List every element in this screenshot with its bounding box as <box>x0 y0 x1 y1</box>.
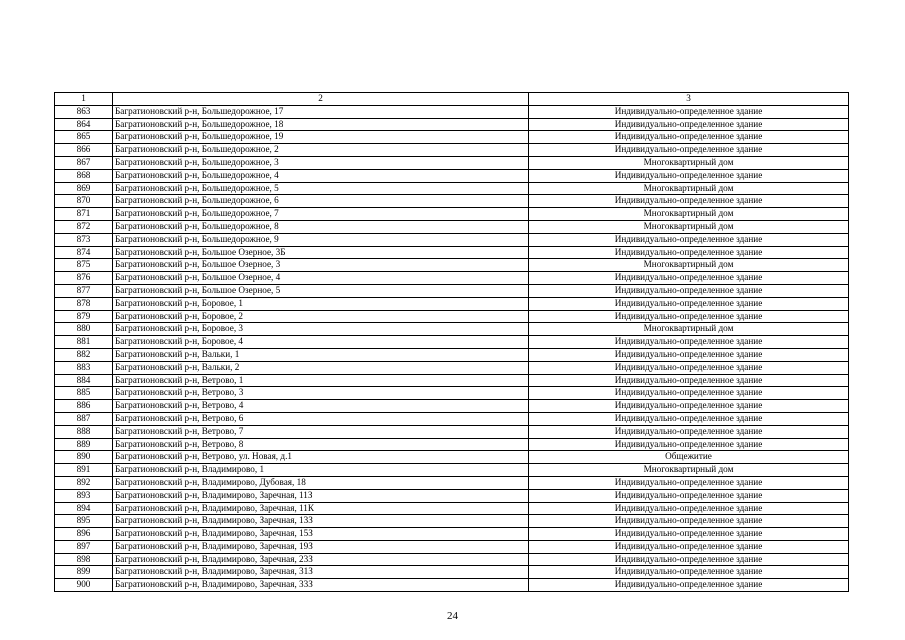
building-type-cell: Индивидуально-определенное здание <box>529 438 849 451</box>
table-row <box>55 528 849 541</box>
building-type-cell: Индивидуально-определенное здание <box>529 361 849 374</box>
building-type-cell: Индивидуально-определенное здание <box>529 476 849 489</box>
address-cell: Багратионовский р-н, Большое Озерное, 4 <box>113 272 529 285</box>
address-cell: Багратионовский р-н, Большедорожное, 4 <box>113 169 529 182</box>
row-number-cell: 898 <box>55 553 113 566</box>
table-row <box>55 579 849 592</box>
row-number-cell: 894 <box>55 502 113 515</box>
building-type-cell: Многоквартирный дом <box>529 220 849 233</box>
table-row <box>55 169 849 182</box>
address-cell: Багратионовский р-н, Большедорожное, 7 <box>113 208 529 221</box>
building-type-cell: Индивидуально-определенное здание <box>529 489 849 502</box>
table-row <box>55 425 849 438</box>
row-number-cell: 893 <box>55 489 113 502</box>
address-cell: Багратионовский р-н, Владимирово, Заречная, 19З <box>113 540 529 553</box>
address-cell: Багратионовский р-н, Боровое, 4 <box>113 336 529 349</box>
row-number-cell: 883 <box>55 361 113 374</box>
table-row <box>55 464 849 477</box>
table-row <box>55 156 849 169</box>
row-number-cell: 878 <box>55 297 113 310</box>
building-type-cell: Индивидуально-определенное здание <box>529 579 849 592</box>
row-number-cell: 882 <box>55 348 113 361</box>
building-type-cell: Индивидуально-определенное здание <box>529 169 849 182</box>
table-row <box>55 412 849 425</box>
building-type-cell: Многоквартирный дом <box>529 323 849 336</box>
table-row <box>55 515 849 528</box>
row-number-cell: 871 <box>55 208 113 221</box>
table-row <box>55 272 849 285</box>
address-cell: Багратионовский р-н, Ветрово, 8 <box>113 438 529 451</box>
address-cell: Багратионовский р-н, Владимирово, Заречная, 11З <box>113 489 529 502</box>
address-cell: Багратионовский р-н, Владимирово, 1 <box>113 464 529 477</box>
building-type-cell: Индивидуально-определенное здание <box>529 272 849 285</box>
table-row <box>55 502 849 515</box>
building-type-cell: Индивидуально-определенное здание <box>529 105 849 118</box>
table-row <box>55 220 849 233</box>
table-row <box>55 476 849 489</box>
registry-table <box>54 92 849 592</box>
address-cell: Багратионовский р-н, Боровое, 1 <box>113 297 529 310</box>
table-row <box>55 297 849 310</box>
row-number-cell: 899 <box>55 566 113 579</box>
address-cell: Багратионовский р-н, Ветрово, 3 <box>113 387 529 400</box>
row-number-cell: 877 <box>55 284 113 297</box>
address-cell: Багратионовский р-н, Боровое, 3 <box>113 323 529 336</box>
building-type-cell: Индивидуально-определенное здание <box>529 336 849 349</box>
address-cell: Багратионовский р-н, Владимирово, Заречная, 15З <box>113 528 529 541</box>
row-number-cell: 865 <box>55 131 113 144</box>
table-row <box>55 361 849 374</box>
building-type-cell: Индивидуально-определенное здание <box>529 515 849 528</box>
column-header-2: 2 <box>113 93 529 106</box>
row-number-cell: 873 <box>55 233 113 246</box>
address-cell: Багратионовский р-н, Владимирово, Заречная, 31З <box>113 566 529 579</box>
row-number-cell: 886 <box>55 400 113 413</box>
table-row <box>55 233 849 246</box>
table-row <box>55 566 849 579</box>
table-row <box>55 387 849 400</box>
row-number-cell: 868 <box>55 169 113 182</box>
table-row <box>55 144 849 157</box>
table-row <box>55 553 849 566</box>
row-number-cell: 891 <box>55 464 113 477</box>
building-type-cell: Индивидуально-определенное здание <box>529 540 849 553</box>
address-cell: Багратионовский р-н, Боровое, 2 <box>113 310 529 323</box>
building-type-cell: Индивидуально-определенное здание <box>529 566 849 579</box>
building-type-cell: Общежитие <box>529 451 849 464</box>
building-type-cell: Индивидуально-определенное здание <box>529 502 849 515</box>
address-cell: Багратионовский р-н, Ветрово, 4 <box>113 400 529 413</box>
row-number-cell: 896 <box>55 528 113 541</box>
address-cell: Багратионовский р-н, Ветрово, 6 <box>113 412 529 425</box>
address-cell: Багратионовский р-н, Владимирово, Заречная, 11К <box>113 502 529 515</box>
row-number-cell: 880 <box>55 323 113 336</box>
row-number-cell: 864 <box>55 118 113 131</box>
building-type-cell: Индивидуально-определенное здание <box>529 528 849 541</box>
address-cell: Багратионовский р-н, Владимирово, Заречная, 13З <box>113 515 529 528</box>
building-type-cell: Индивидуально-определенное здание <box>529 553 849 566</box>
building-type-cell: Индивидуально-определенное здание <box>529 246 849 259</box>
table-row <box>55 540 849 553</box>
row-number-cell: 874 <box>55 246 113 259</box>
building-type-cell: Индивидуально-определенное здание <box>529 233 849 246</box>
table-row <box>55 336 849 349</box>
table-row <box>55 451 849 464</box>
table-row <box>55 259 849 272</box>
building-type-cell: Индивидуально-определенное здание <box>529 144 849 157</box>
building-type-cell: Индивидуально-определенное здание <box>529 310 849 323</box>
row-number-cell: 866 <box>55 144 113 157</box>
table-row <box>55 348 849 361</box>
table-row <box>55 118 849 131</box>
row-number-cell: 872 <box>55 220 113 233</box>
address-cell: Багратионовский р-н, Вальки, 2 <box>113 361 529 374</box>
row-number-cell: 879 <box>55 310 113 323</box>
address-cell: Багратионовский р-н, Большедорожное, 6 <box>113 195 529 208</box>
address-cell: Багратионовский р-н, Владимирово, Дубовая, 18 <box>113 476 529 489</box>
row-number-cell: 869 <box>55 182 113 195</box>
row-number-cell: 863 <box>55 105 113 118</box>
building-type-cell: Индивидуально-определенное здание <box>529 387 849 400</box>
address-cell: Багратионовский р-н, Большедорожное, 17 <box>113 105 529 118</box>
building-type-cell: Индивидуально-определенное здание <box>529 374 849 387</box>
row-number-cell: 888 <box>55 425 113 438</box>
building-type-cell: Индивидуально-определенное здание <box>529 425 849 438</box>
table-row <box>55 323 849 336</box>
table-row <box>55 131 849 144</box>
address-cell: Багратионовский р-н, Большое Озерное, 3Б <box>113 246 529 259</box>
building-type-cell: Многоквартирный дом <box>529 259 849 272</box>
address-cell: Багратионовский р-н, Большедорожное, 2 <box>113 144 529 157</box>
address-cell: Багратионовский р-н, Большое Озерное, 5 <box>113 284 529 297</box>
table-row <box>55 182 849 195</box>
address-cell: Багратионовский р-н, Большедорожное, 3 <box>113 156 529 169</box>
header-row <box>55 93 849 106</box>
table-body <box>55 105 849 591</box>
table-row <box>55 400 849 413</box>
building-type-cell: Многоквартирный дом <box>529 182 849 195</box>
row-number-cell: 875 <box>55 259 113 272</box>
table-row <box>55 284 849 297</box>
address-cell: Багратионовский р-н, Большедорожное, 19 <box>113 131 529 144</box>
table-row <box>55 105 849 118</box>
table-row <box>55 489 849 502</box>
row-number-cell: 887 <box>55 412 113 425</box>
building-type-cell: Многоквартирный дом <box>529 156 849 169</box>
address-cell: Багратионовский р-н, Большедорожное, 18 <box>113 118 529 131</box>
address-cell: Багратионовский р-н, Ветрово, 7 <box>113 425 529 438</box>
building-type-cell: Индивидуально-определенное здание <box>529 297 849 310</box>
address-cell: Багратионовский р-н, Владимирово, Заречная, 33З <box>113 579 529 592</box>
row-number-cell: 895 <box>55 515 113 528</box>
building-type-cell: Индивидуально-определенное здание <box>529 131 849 144</box>
address-cell: Багратионовский р-н, Большедорожное, 9 <box>113 233 529 246</box>
building-type-cell: Индивидуально-определенное здание <box>529 400 849 413</box>
building-type-cell: Многоквартирный дом <box>529 464 849 477</box>
row-number-cell: 876 <box>55 272 113 285</box>
building-type-cell: Индивидуально-определенное здание <box>529 195 849 208</box>
address-cell: Багратионовский р-н, Большедорожное, 8 <box>113 220 529 233</box>
table-row <box>55 310 849 323</box>
row-number-cell: 897 <box>55 540 113 553</box>
address-cell: Багратионовский р-н, Владимирово, Заречная, 23З <box>113 553 529 566</box>
row-number-cell: 885 <box>55 387 113 400</box>
table-header <box>55 93 849 106</box>
table-row <box>55 195 849 208</box>
address-cell: Багратионовский р-н, Большедорожное, 5 <box>113 182 529 195</box>
row-number-cell: 890 <box>55 451 113 464</box>
row-number-cell: 892 <box>55 476 113 489</box>
row-number-cell: 900 <box>55 579 113 592</box>
address-cell: Багратионовский р-н, Ветрово, 1 <box>113 374 529 387</box>
table-row <box>55 438 849 451</box>
row-number-cell: 870 <box>55 195 113 208</box>
row-number-cell: 881 <box>55 336 113 349</box>
building-type-cell: Индивидуально-определенное здание <box>529 412 849 425</box>
address-cell: Багратионовский р-н, Большое Озерное, 3 <box>113 259 529 272</box>
table-row <box>55 246 849 259</box>
building-type-cell: Индивидуально-определенное здание <box>529 284 849 297</box>
table-row <box>55 208 849 221</box>
address-cell: Багратионовский р-н, Вальки, 1 <box>113 348 529 361</box>
row-number-cell: 867 <box>55 156 113 169</box>
row-number-cell: 884 <box>55 374 113 387</box>
building-type-cell: Индивидуально-определенное здание <box>529 348 849 361</box>
row-number-cell: 889 <box>55 438 113 451</box>
building-type-cell: Многоквартирный дом <box>529 208 849 221</box>
building-type-cell: Индивидуально-определенное здание <box>529 118 849 131</box>
page-number: 24 <box>447 610 458 622</box>
table-row <box>55 374 849 387</box>
address-cell: Багратионовский р-н, Ветрово, ул. Новая, д.1 <box>113 451 529 464</box>
column-header-1: 1 <box>55 93 113 106</box>
column-header-3: 3 <box>529 93 849 106</box>
